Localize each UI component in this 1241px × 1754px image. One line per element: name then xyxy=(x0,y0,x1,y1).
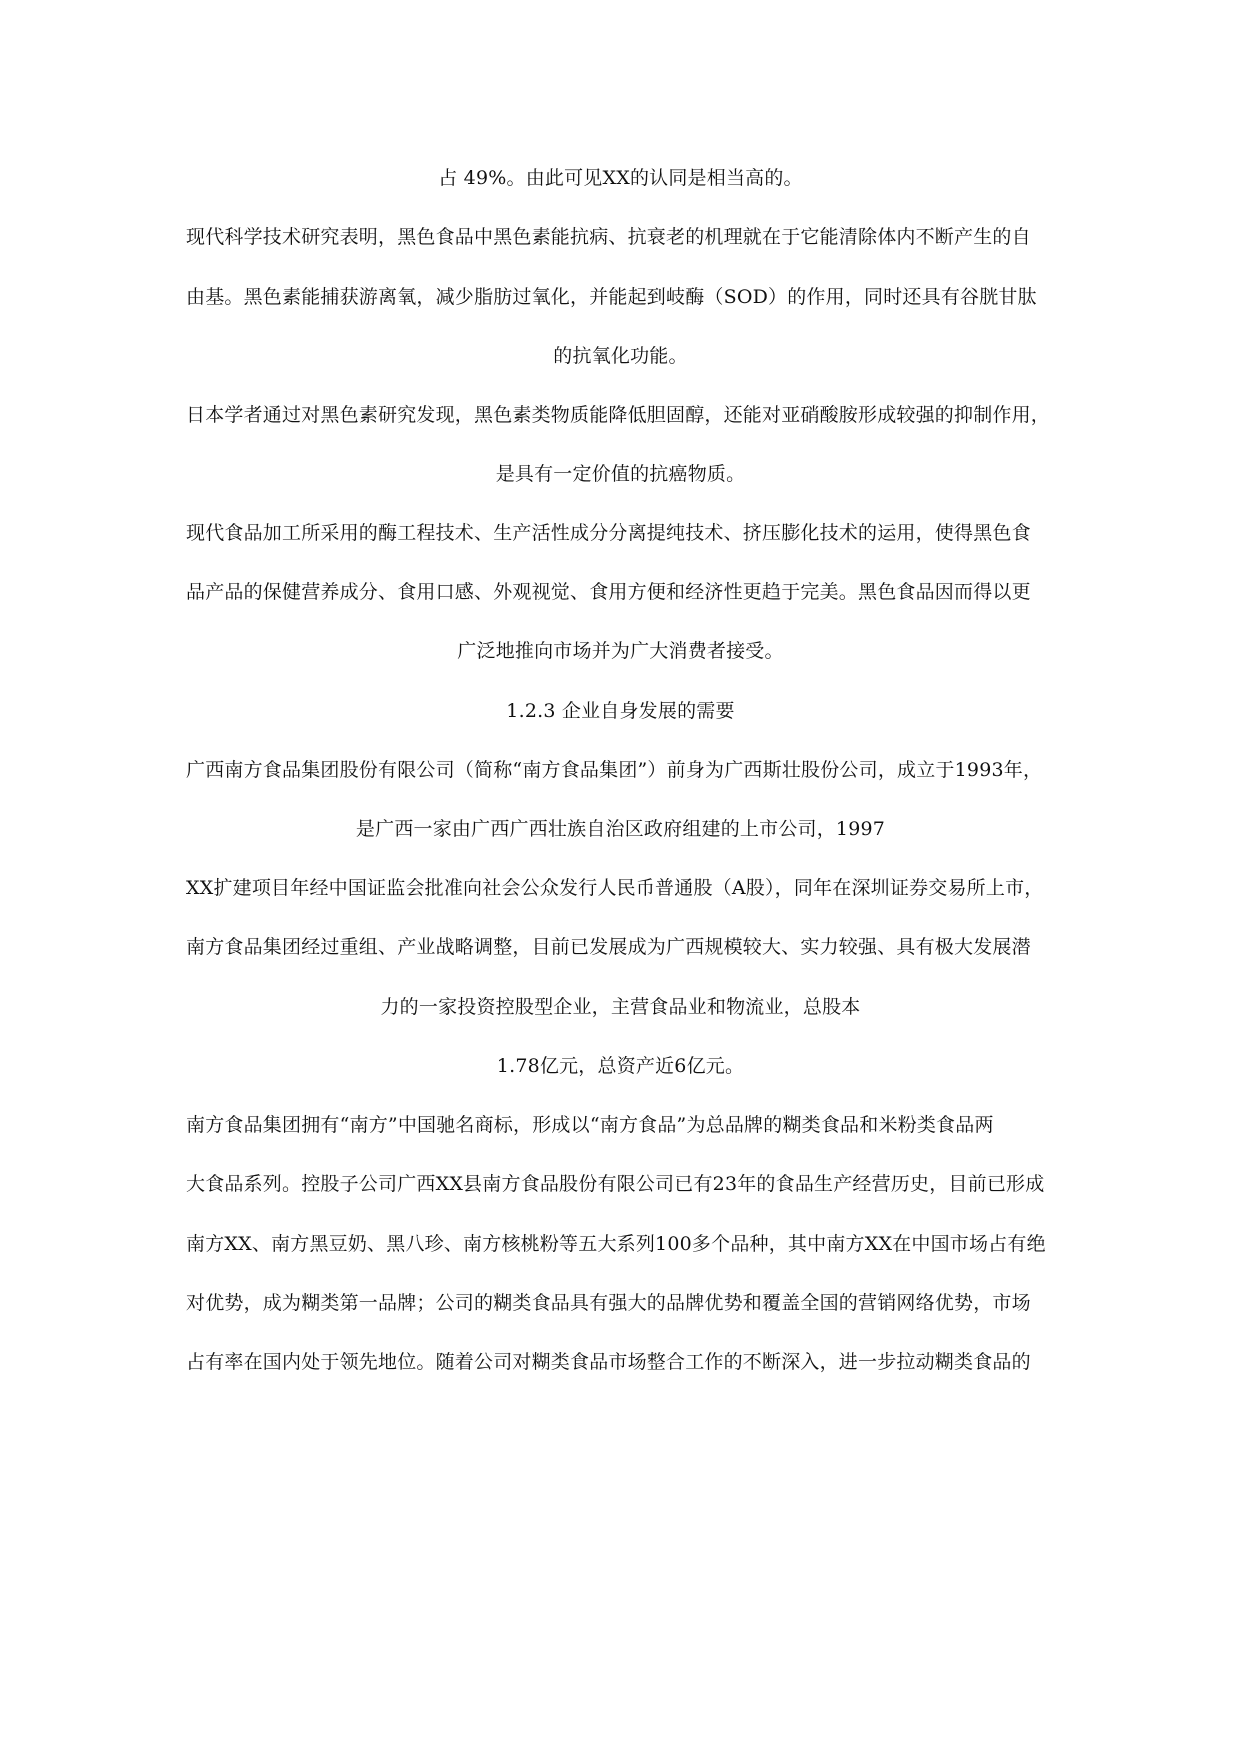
text-line-8: 品产品的保健营养成分、食用口感、外观视觉、食用方便和经济性更趋于完美。黑色食品因而得以更 xyxy=(186,581,1031,603)
text-line-11: 广西南方食品集团股份有限公司（简称“南方食品集团”）前身为广西斯壮股份公司，成立于1993年， xyxy=(186,759,1043,781)
text-line-19: 南方XX、南方黑豆奶、黑八珍、南方核桃粉等五大系列100多个品种，其中南方XX在中国市场占有绝 xyxy=(186,1233,1046,1255)
text-line-2: 现代科学技术研究表明，黑色食品中黑色素能抗病、抗衰老的机理就在于它能清除体内不断产生的自 xyxy=(186,226,1031,248)
text-line-4: 的抗氧化功能。 xyxy=(553,345,688,367)
text-line-5: 日本学者通过对黑色素研究发现，黑色素类物质能降低胆固醇，还能对亚硝酸胺形成较强的抑制作用， xyxy=(186,404,1051,426)
text-line-9: 广泛地推向市场并为广大消费者接受。 xyxy=(457,640,784,662)
text-line-3: 由基。黑色素能捕获游离氧，减少脂肪过氧化，并能起到岐酶（SOD）的作用，同时还具有谷胱甘肽 xyxy=(186,286,1037,308)
text-line-14: 南方食品集团经过重组、产业战略调整，目前已发展成为广西规模较大、实力较强、具有极大发展潜 xyxy=(186,936,1031,958)
text-line-1: 占 49%。由此可见XX的认同是相当高的。 xyxy=(438,167,803,189)
text-line-15: 力的一家投资控股型企业，主营食品业和物流业，总股本 xyxy=(380,996,861,1018)
text-line-7: 现代食品加工所采用的酶工程技术、生产活性成分分离提纯技术、挤压膨化技术的运用，使得黑色食 xyxy=(186,522,1031,544)
text-line-20: 对优势，成为糊类第一品牌；公司的糊类食品具有强大的品牌优势和覆盖全国的营销网络优势，市场 xyxy=(186,1292,1031,1314)
text-line-18: 大食品系列。控股子公司广西XX县南方食品股份有限公司已有23年的食品生产经营历史，目前已形成 xyxy=(186,1173,1045,1195)
section-heading: 1.2.3 企业自身发展的需要 xyxy=(506,700,735,722)
text-line-17: 南方食品集团拥有“南方”中国驰名商标，形成以“南方食品”为总品牌的糊类食品和米粉类食品两 xyxy=(186,1114,994,1136)
text-line-12: 是广西一家由广西广西壮族自治区政府组建的上市公司，1997 xyxy=(355,818,886,840)
text-line-16: 1.78亿元，总资产近6亿元。 xyxy=(496,1055,745,1077)
text-line-6: 是具有一定价值的抗癌物质。 xyxy=(495,463,746,485)
text-line-21: 占有率在国内处于领先地位。随着公司对糊类食品市场整合工作的不断深入，进一步拉动糊类食品的 xyxy=(186,1351,1031,1373)
text-line-13: XX扩建项目年经中国证监会批准向社会公众发行人民币普通股（A股），同年在深圳证券交易所上市， xyxy=(186,877,1044,899)
